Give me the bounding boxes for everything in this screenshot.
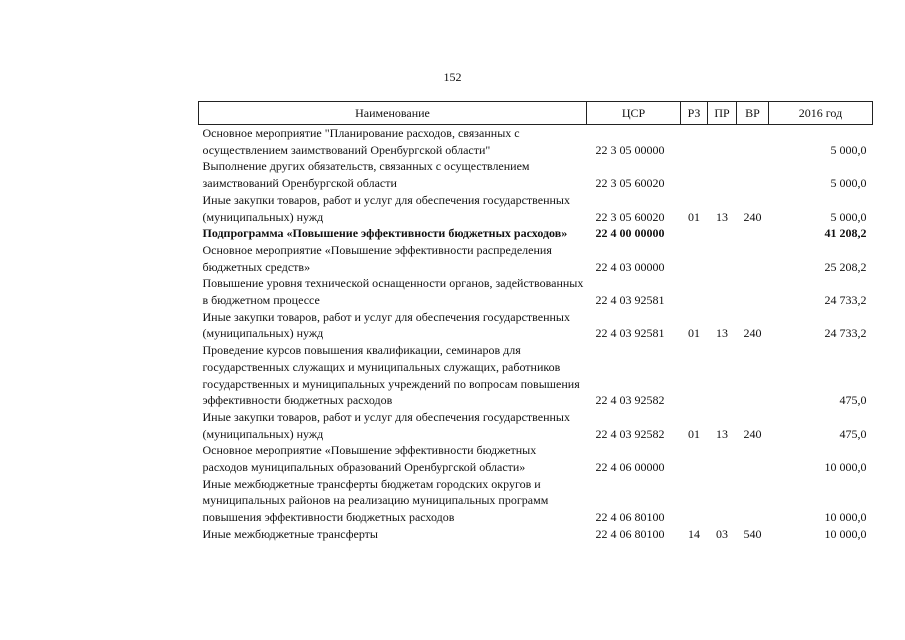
header-pr: ПР xyxy=(708,102,737,125)
cell-amount: 5 000,0 xyxy=(830,209,867,224)
cell-pr: 13 xyxy=(716,209,728,224)
table-row xyxy=(199,192,873,225)
table-row xyxy=(199,526,873,543)
cell-rz xyxy=(681,225,708,242)
table-row xyxy=(199,409,873,442)
table-row xyxy=(199,442,873,475)
cell-rz xyxy=(681,125,708,159)
cell-vr xyxy=(737,125,769,159)
table-header-row xyxy=(199,102,873,125)
cell-csr: 22 4 03 92582 xyxy=(595,426,665,441)
cell-rz: 01 xyxy=(688,426,700,441)
cell-name: Иные закупки товаров, работ и услуг для обеспечения государственных (муниципальных) нужд xyxy=(202,192,570,224)
cell-amount: 41 208,2 xyxy=(824,226,867,241)
cell-name: Основное мероприятие "Планирование расходов, связанных с осуществлением заимствований Оренбургской области" xyxy=(202,126,520,157)
cell-amount: 5 000,0 xyxy=(830,142,867,157)
header-csr: ЦСР xyxy=(587,102,681,125)
cell-pr xyxy=(708,342,737,409)
cell-amount: 475,0 xyxy=(839,393,867,408)
cell-pr xyxy=(708,442,737,475)
cell-vr xyxy=(737,342,769,409)
cell-amount: 5 000,0 xyxy=(830,176,867,191)
cell-name: Основное мероприятие «Повышение эффективности бюджетных расходов муниципальных образований Оренбургской области» xyxy=(202,443,537,475)
cell-rz: 01 xyxy=(688,326,700,341)
cell-name: Иные межбюджетные трансферты бюджетам городских округов и муниципальных районов на реализацию муниципальных программ повышения эффективности бюджетных расходов xyxy=(202,476,549,525)
cell-rz xyxy=(681,275,708,308)
cell-vr xyxy=(737,242,769,275)
cell-csr: 22 3 05 00000 xyxy=(595,142,665,157)
cell-csr: 22 4 03 92581 xyxy=(595,326,665,341)
cell-rz xyxy=(681,242,708,275)
table-row xyxy=(199,476,873,526)
cell-pr xyxy=(708,158,737,191)
cell-pr: 13 xyxy=(716,326,728,341)
cell-csr: 22 4 03 92582 xyxy=(595,393,665,408)
cell-rz: 01 xyxy=(688,209,700,224)
cell-vr: 240 xyxy=(743,426,762,441)
cell-pr: 03 xyxy=(716,526,728,541)
cell-amount: 10 000,0 xyxy=(824,526,867,541)
cell-vr xyxy=(737,158,769,191)
cell-vr xyxy=(737,225,769,242)
cell-vr: 240 xyxy=(743,209,762,224)
cell-amount: 10 000,0 xyxy=(824,510,867,525)
table-row xyxy=(199,242,873,275)
cell-pr xyxy=(708,225,737,242)
cell-name: Иные закупки товаров, работ и услуг для обеспечения государственных (муниципальных) нужд xyxy=(202,309,570,341)
cell-name: Повышение уровня технической оснащенности органов, задействованных в бюджетном процессе xyxy=(202,276,584,308)
cell-name: Подпрограмма «Повышение эффективности бюджетных расходов» xyxy=(202,226,568,241)
cell-name: Иные межбюджетные трансферты xyxy=(202,526,378,541)
cell-amount: 475,0 xyxy=(839,426,867,441)
cell-name: Выполнение других обязательств, связанных с осуществлением заимствований Оренбургской области xyxy=(202,159,530,191)
cell-csr: 22 4 03 00000 xyxy=(595,259,665,274)
cell-rz xyxy=(681,442,708,475)
cell-rz: 14 xyxy=(688,526,700,541)
table-row xyxy=(199,225,873,242)
cell-rz xyxy=(681,476,708,526)
table-body xyxy=(199,125,873,543)
cell-csr: 22 3 05 60020 xyxy=(595,209,665,224)
cell-rz xyxy=(681,342,708,409)
cell-csr: 22 4 00 00000 xyxy=(595,226,665,241)
cell-vr xyxy=(737,275,769,308)
cell-csr: 22 3 05 60020 xyxy=(595,176,665,191)
cell-amount: 24 733,2 xyxy=(824,326,867,341)
cell-vr xyxy=(737,476,769,526)
table-row xyxy=(199,309,873,342)
cell-vr: 540 xyxy=(743,526,762,541)
cell-vr xyxy=(737,442,769,475)
cell-name: Основное мероприятие «Повышение эффективности распределения бюджетных средств» xyxy=(202,242,552,274)
cell-vr: 240 xyxy=(743,326,762,341)
cell-csr: 22 4 03 92581 xyxy=(595,293,665,308)
cell-pr xyxy=(708,275,737,308)
header-vr: ВР xyxy=(737,102,769,125)
cell-csr: 22 4 06 80100 xyxy=(595,526,665,541)
page-number: 152 xyxy=(443,70,462,84)
table-row xyxy=(199,158,873,191)
cell-pr xyxy=(708,476,737,526)
cell-amount: 25 208,2 xyxy=(824,259,867,274)
cell-csr: 22 4 06 80100 xyxy=(595,510,665,525)
cell-pr: 13 xyxy=(716,426,728,441)
header-rz: РЗ xyxy=(681,102,708,125)
header-name: Наименование xyxy=(199,102,587,125)
cell-pr xyxy=(708,125,737,159)
cell-rz xyxy=(681,158,708,191)
cell-amount: 10 000,0 xyxy=(824,460,867,475)
table-row xyxy=(199,125,873,159)
budget-table xyxy=(198,101,873,543)
cell-csr: 22 4 06 00000 xyxy=(595,460,665,475)
cell-name: Иные закупки товаров, работ и услуг для обеспечения государственных (муниципальных) нужд xyxy=(202,409,570,441)
cell-name: Проведение курсов повышения квалификации, семинаров для государственных служащих и муниципальных служащих, работников государственных и муниципальных учреждений по вопросам повышения эффективности бюджетных расходов xyxy=(202,343,580,408)
table-row xyxy=(199,275,873,308)
header-amount: 2016 год xyxy=(769,102,873,125)
table-row xyxy=(199,342,873,409)
cell-pr xyxy=(708,242,737,275)
cell-amount: 24 733,2 xyxy=(824,293,867,308)
